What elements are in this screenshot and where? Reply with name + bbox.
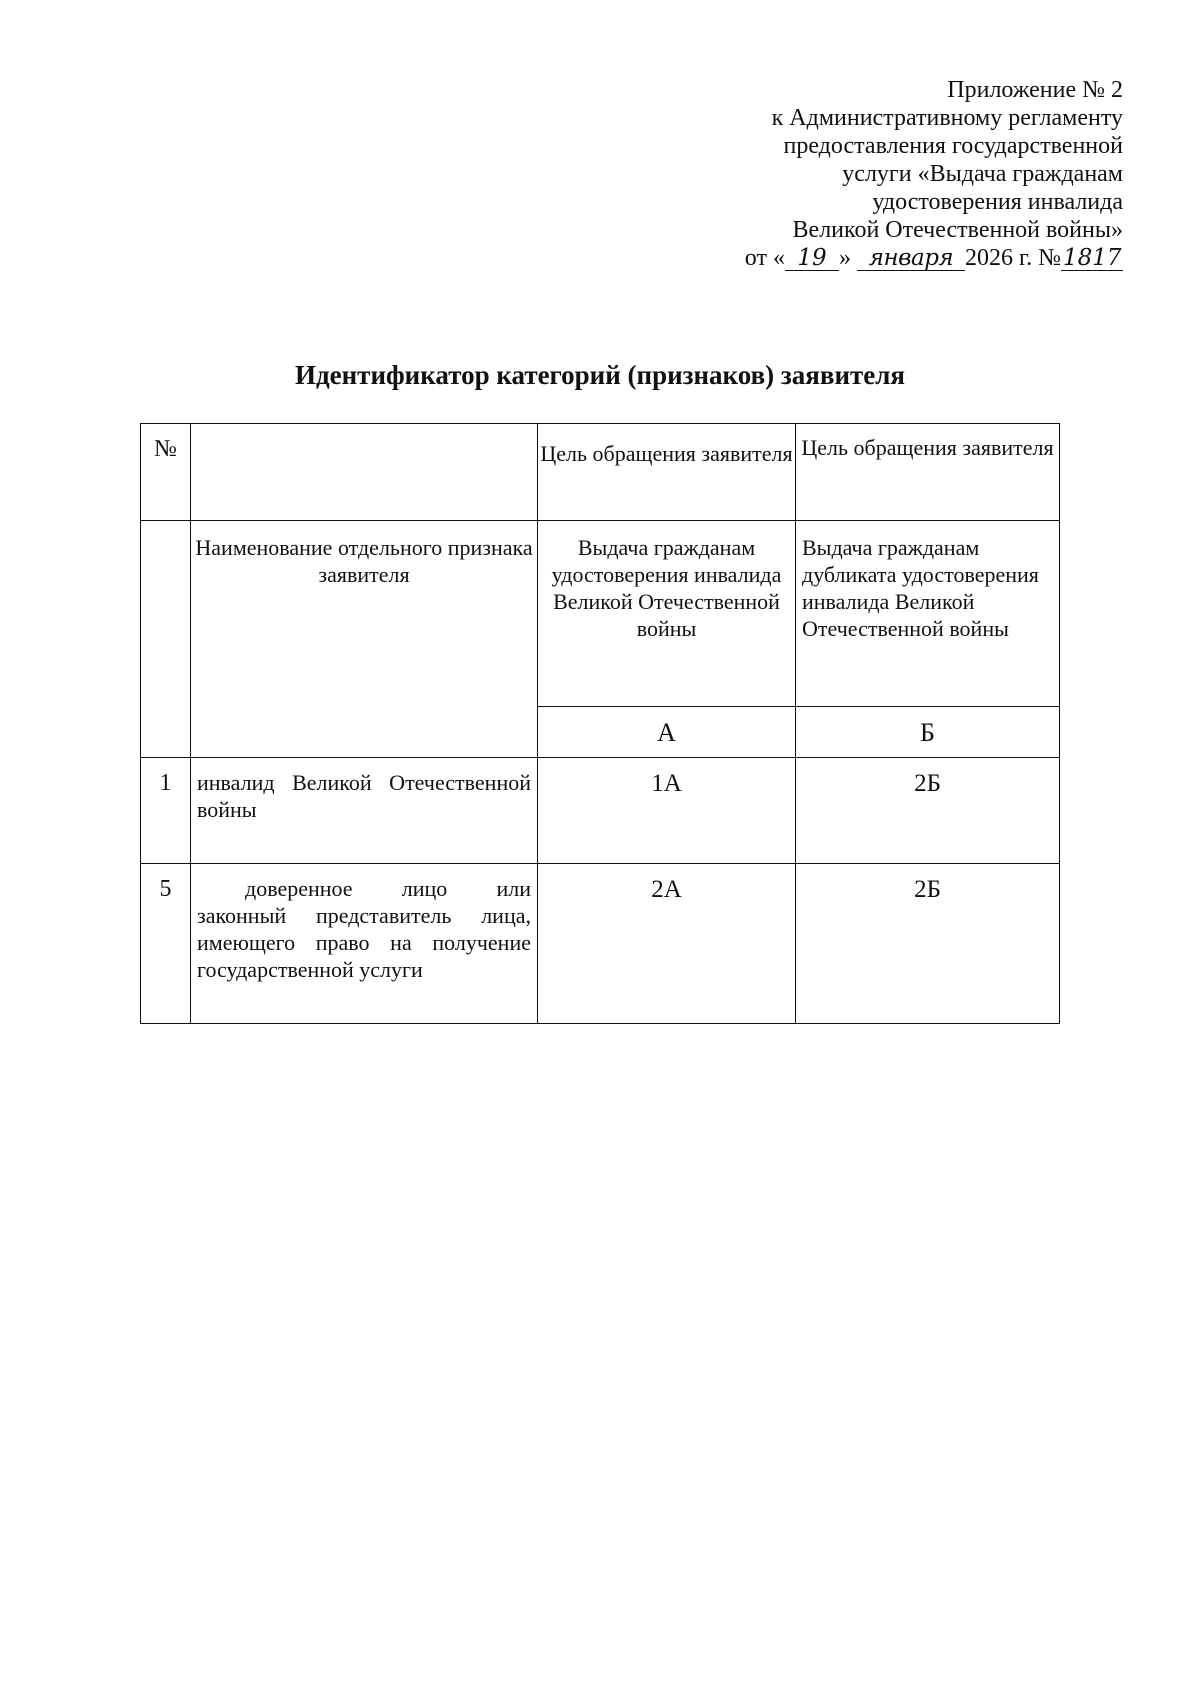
header-attribute-name: Наименование отдельного признака заявителя: [191, 521, 538, 758]
date-month-handwritten: января: [857, 246, 965, 271]
table-subheader-row: [141, 521, 1060, 707]
header-goal-a: Цель обращения заявителя: [538, 424, 796, 521]
row-attribute-text: инвалид Великой Отечественной войны: [197, 770, 531, 822]
appendix-line: к Административному регламенту: [771, 105, 1123, 131]
header-empty-cell: [191, 424, 538, 521]
row-number: 5: [141, 864, 191, 1024]
header-letter-b: Б: [796, 707, 1060, 758]
appendix-line: услуги «Выдача гражданам: [842, 161, 1123, 187]
date-quote-close: »: [838, 245, 851, 271]
row-code-a: 1А: [538, 758, 796, 864]
appendix-date-line: [603, 244, 1123, 272]
date-prefix: от «: [744, 245, 785, 271]
header-letter-a: А: [538, 707, 796, 758]
date-year: 2026 г. №: [964, 245, 1061, 271]
subheader-number-empty: [141, 521, 191, 758]
appendix-line: удостоверения инвалида: [872, 189, 1123, 215]
document-number-handwritten: 1817: [1063, 245, 1122, 271]
appendix-header: [603, 76, 1123, 272]
row-code-a: 2А: [538, 864, 796, 1024]
row-code-b: 2Б: [796, 758, 1060, 864]
appendix-line: Приложение № 2: [947, 77, 1123, 103]
identifier-table: [140, 423, 1060, 1024]
header-service-a: Выдача гражданам удостоверения инвалида Великой Отечественной войны: [538, 521, 796, 707]
document-title: Идентификатор категорий (признаков) заявителя: [294, 360, 906, 390]
table-header-row: [141, 424, 1060, 521]
appendix-line: Великой Отечественной войны»: [792, 217, 1123, 243]
table-row: [141, 758, 1060, 864]
appendix-line: предоставления государственной: [783, 133, 1123, 159]
row-number: 1: [141, 758, 191, 864]
row-code-b: 2Б: [796, 864, 1060, 1024]
date-day-handwritten: 19: [785, 246, 839, 271]
row-attribute-name: [191, 758, 538, 864]
row-attribute-text: доверенное лицо или законный представитель лица, имеющего право на получение государственной услуги: [197, 876, 531, 982]
header-number: №: [141, 424, 191, 521]
header-service-b: Выдача гражданам дубликата удостоверения инвалида Великой Отечественной войны: [796, 521, 1060, 707]
table-row: [141, 864, 1060, 1024]
header-goal-b: Цель обращения заявителя: [796, 424, 1060, 521]
row-attribute-name: [191, 864, 538, 1024]
